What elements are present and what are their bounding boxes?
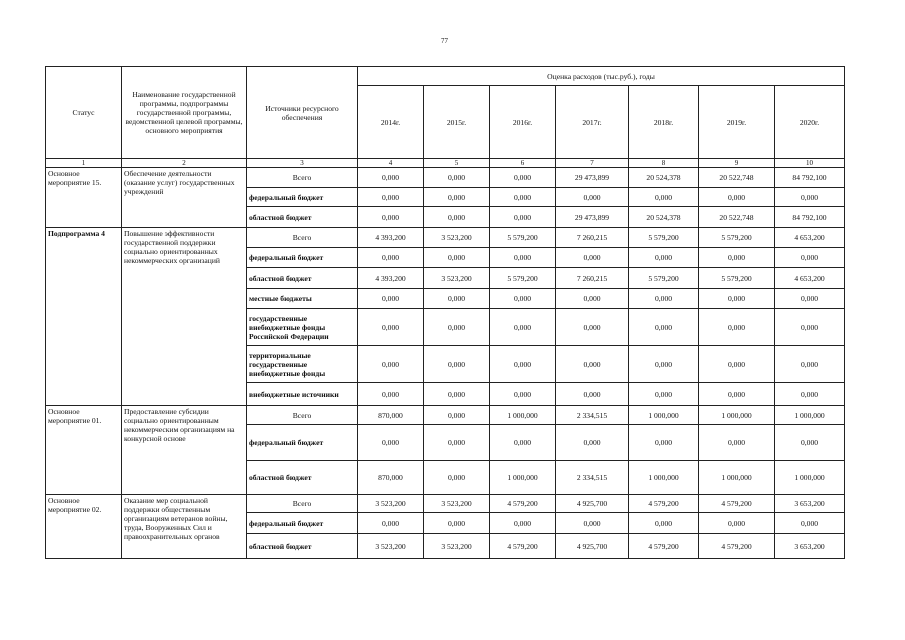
value-cell: 0,000 [358, 425, 424, 461]
value-cell: 0,000 [358, 248, 424, 268]
source-cell: Всего [247, 495, 358, 513]
source-cell: областной бюджет [247, 268, 358, 289]
value-cell: 4 579,200 [490, 495, 556, 513]
source-cell: федеральный бюджет [247, 248, 358, 268]
value-cell: 0,000 [775, 513, 845, 534]
value-cell: 0,000 [556, 248, 629, 268]
value-cell: 4 653,200 [775, 268, 845, 289]
value-cell: 0,000 [424, 168, 490, 188]
status-cell: Основное мероприятие 01. [46, 406, 122, 495]
value-cell: 0,000 [490, 383, 556, 406]
value-cell: 3 523,200 [424, 495, 490, 513]
value-cell: 0,000 [490, 346, 556, 383]
value-cell: 29 473,899 [556, 207, 629, 228]
value-cell: 84 792,100 [775, 207, 845, 228]
value-cell: 0,000 [629, 513, 699, 534]
column-number: 7 [556, 159, 629, 168]
value-cell: 0,000 [424, 207, 490, 228]
source-cell: Всего [247, 228, 358, 248]
name-cell: Оказание мер социальной поддержки общественным организациям ветеранов войны, труда, Вооруженных Сил и правоохранительных органов [122, 495, 247, 559]
value-cell: 0,000 [699, 248, 775, 268]
value-cell: 20 522,748 [699, 168, 775, 188]
value-cell: 0,000 [556, 346, 629, 383]
value-cell: 1 000,000 [775, 461, 845, 495]
value-cell: 1 000,000 [490, 406, 556, 425]
value-cell: 3 523,200 [424, 534, 490, 559]
header-sources: Источники ресурсного обеспечения [247, 67, 358, 159]
value-cell: 5 579,200 [490, 268, 556, 289]
value-cell: 0,000 [490, 168, 556, 188]
column-number: 10 [775, 159, 845, 168]
value-cell: 0,000 [556, 425, 629, 461]
value-cell: 4 925,700 [556, 495, 629, 513]
source-cell: федеральный бюджет [247, 513, 358, 534]
value-cell: 0,000 [424, 406, 490, 425]
value-cell: 0,000 [699, 383, 775, 406]
source-cell: федеральный бюджет [247, 425, 358, 461]
source-cell: Всего [247, 406, 358, 425]
value-cell: 0,000 [358, 207, 424, 228]
value-cell: 0,000 [490, 425, 556, 461]
table-row [46, 168, 845, 188]
value-cell: 0,000 [775, 383, 845, 406]
value-cell: 1 000,000 [699, 406, 775, 425]
status-cell: Подпрограмма 4 [46, 228, 122, 406]
value-cell: 7 260,215 [556, 228, 629, 248]
value-cell: 0,000 [424, 425, 490, 461]
value-cell: 0,000 [775, 289, 845, 309]
name-cell: Предоставление субсидии социально ориентированным некоммерческим организациям на конкурсной основе [122, 406, 247, 495]
value-cell: 0,000 [775, 346, 845, 383]
value-cell: 0,000 [358, 346, 424, 383]
value-cell: 20 524,378 [629, 207, 699, 228]
value-cell: 4 579,200 [629, 534, 699, 559]
value-cell: 3 653,200 [775, 495, 845, 513]
value-cell: 4 925,700 [556, 534, 629, 559]
value-cell: 0,000 [358, 309, 424, 346]
value-cell: 0,000 [490, 513, 556, 534]
table-row [46, 495, 845, 513]
value-cell: 870,000 [358, 461, 424, 495]
value-cell: 3 523,200 [424, 268, 490, 289]
value-cell: 3 653,200 [775, 534, 845, 559]
value-cell: 0,000 [424, 383, 490, 406]
table-row [46, 228, 845, 248]
value-cell: 0,000 [629, 425, 699, 461]
value-cell: 5 579,200 [490, 228, 556, 248]
value-cell: 0,000 [699, 289, 775, 309]
source-cell: областной бюджет [247, 207, 358, 228]
value-cell: 0,000 [556, 513, 629, 534]
value-cell: 0,000 [424, 309, 490, 346]
value-cell: 3 523,200 [424, 228, 490, 248]
column-number: 1 [46, 159, 122, 168]
value-cell: 0,000 [358, 168, 424, 188]
value-cell: 0,000 [629, 346, 699, 383]
value-cell: 4 579,200 [490, 534, 556, 559]
value-cell: 4 579,200 [699, 495, 775, 513]
value-cell: 0,000 [424, 289, 490, 309]
value-cell: 0,000 [556, 383, 629, 406]
value-cell: 4 579,200 [699, 534, 775, 559]
value-cell: 3 523,200 [358, 534, 424, 559]
value-cell: 0,000 [490, 289, 556, 309]
name-cell: Обеспечение деятельности (оказание услуг) государственных учреждений [122, 168, 247, 228]
header-year: 2020г. [775, 86, 845, 159]
column-number: 3 [247, 159, 358, 168]
value-cell: 4 579,200 [629, 495, 699, 513]
column-number: 4 [358, 159, 424, 168]
source-cell: областной бюджет [247, 461, 358, 495]
column-number: 5 [424, 159, 490, 168]
value-cell: 870,000 [358, 406, 424, 425]
header-status: Статус [46, 67, 122, 159]
value-cell: 0,000 [424, 513, 490, 534]
value-cell: 5 579,200 [699, 228, 775, 248]
column-number: 6 [490, 159, 556, 168]
status-cell: Основное мероприятие 15. [46, 168, 122, 228]
source-cell: федеральный бюджет [247, 188, 358, 207]
table-row [46, 406, 845, 425]
source-cell: внебюджетные источники [247, 383, 358, 406]
value-cell: 0,000 [775, 248, 845, 268]
value-cell: 0,000 [699, 513, 775, 534]
value-cell: 0,000 [424, 346, 490, 383]
value-cell: 0,000 [490, 188, 556, 207]
value-cell: 4 393,200 [358, 228, 424, 248]
value-cell: 0,000 [629, 383, 699, 406]
value-cell: 0,000 [775, 309, 845, 346]
value-cell: 20 524,378 [629, 168, 699, 188]
value-cell: 2 334,515 [556, 406, 629, 425]
value-cell: 0,000 [490, 207, 556, 228]
value-cell: 0,000 [424, 248, 490, 268]
value-cell: 0,000 [629, 289, 699, 309]
value-cell: 0,000 [699, 346, 775, 383]
header-name: Наименование государственной программы, подпрограммы государственной программы, ведомственной целевой программы, основного мероприятия [122, 67, 247, 159]
value-cell: 0,000 [629, 188, 699, 207]
value-cell: 0,000 [358, 188, 424, 207]
value-cell: 0,000 [556, 188, 629, 207]
value-cell: 3 523,200 [358, 495, 424, 513]
expenditure-table [45, 66, 845, 559]
source-cell: Всего [247, 168, 358, 188]
value-cell: 84 792,100 [775, 168, 845, 188]
column-number: 8 [629, 159, 699, 168]
value-cell: 1 000,000 [699, 461, 775, 495]
value-cell: 0,000 [775, 188, 845, 207]
value-cell: 29 473,899 [556, 168, 629, 188]
header-year: 2017г. [556, 86, 629, 159]
value-cell: 2 334,515 [556, 461, 629, 495]
name-cell: Повышение эффективности государственной поддержки социально ориентированных некоммерческих организаций [122, 228, 247, 406]
value-cell: 0,000 [358, 289, 424, 309]
header-year: 2016г. [490, 86, 556, 159]
source-cell: местные бюджеты [247, 289, 358, 309]
value-cell: 1 000,000 [775, 406, 845, 425]
value-cell: 0,000 [556, 289, 629, 309]
status-cell: Основное мероприятие 02. [46, 495, 122, 559]
value-cell: 0,000 [490, 248, 556, 268]
value-cell: 0,000 [699, 309, 775, 346]
value-cell: 0,000 [775, 425, 845, 461]
column-number: 9 [699, 159, 775, 168]
source-cell: областной бюджет [247, 534, 358, 559]
value-cell: 0,000 [424, 188, 490, 207]
header-year: 2015г. [424, 86, 490, 159]
value-cell: 0,000 [629, 309, 699, 346]
value-cell: 0,000 [358, 513, 424, 534]
value-cell: 1 000,000 [629, 406, 699, 425]
value-cell: 4 653,200 [775, 228, 845, 248]
value-cell: 7 260,215 [556, 268, 629, 289]
value-cell: 0,000 [556, 309, 629, 346]
header-estimate: Оценка расходов (тыс.руб.), годы [358, 67, 845, 86]
value-cell: 4 393,200 [358, 268, 424, 289]
value-cell: 5 579,200 [629, 228, 699, 248]
header-year: 2018г. [629, 86, 699, 159]
header-year: 2014г. [358, 86, 424, 159]
value-cell: 20 522,748 [699, 207, 775, 228]
page-number: 77 [441, 37, 448, 45]
value-cell: 1 000,000 [490, 461, 556, 495]
value-cell: 0,000 [699, 188, 775, 207]
source-cell: территориальные государственные внебюджетные фонды [247, 346, 358, 383]
value-cell: 0,000 [358, 383, 424, 406]
value-cell: 0,000 [699, 425, 775, 461]
value-cell: 1 000,000 [629, 461, 699, 495]
value-cell: 0,000 [490, 309, 556, 346]
value-cell: 0,000 [629, 248, 699, 268]
value-cell: 5 579,200 [629, 268, 699, 289]
source-cell: государственные внебюджетные фонды Российской Федерации [247, 309, 358, 346]
value-cell: 5 579,200 [699, 268, 775, 289]
header-year: 2019г. [699, 86, 775, 159]
column-number-row [46, 159, 845, 168]
value-cell: 0,000 [424, 461, 490, 495]
column-number: 2 [122, 159, 247, 168]
